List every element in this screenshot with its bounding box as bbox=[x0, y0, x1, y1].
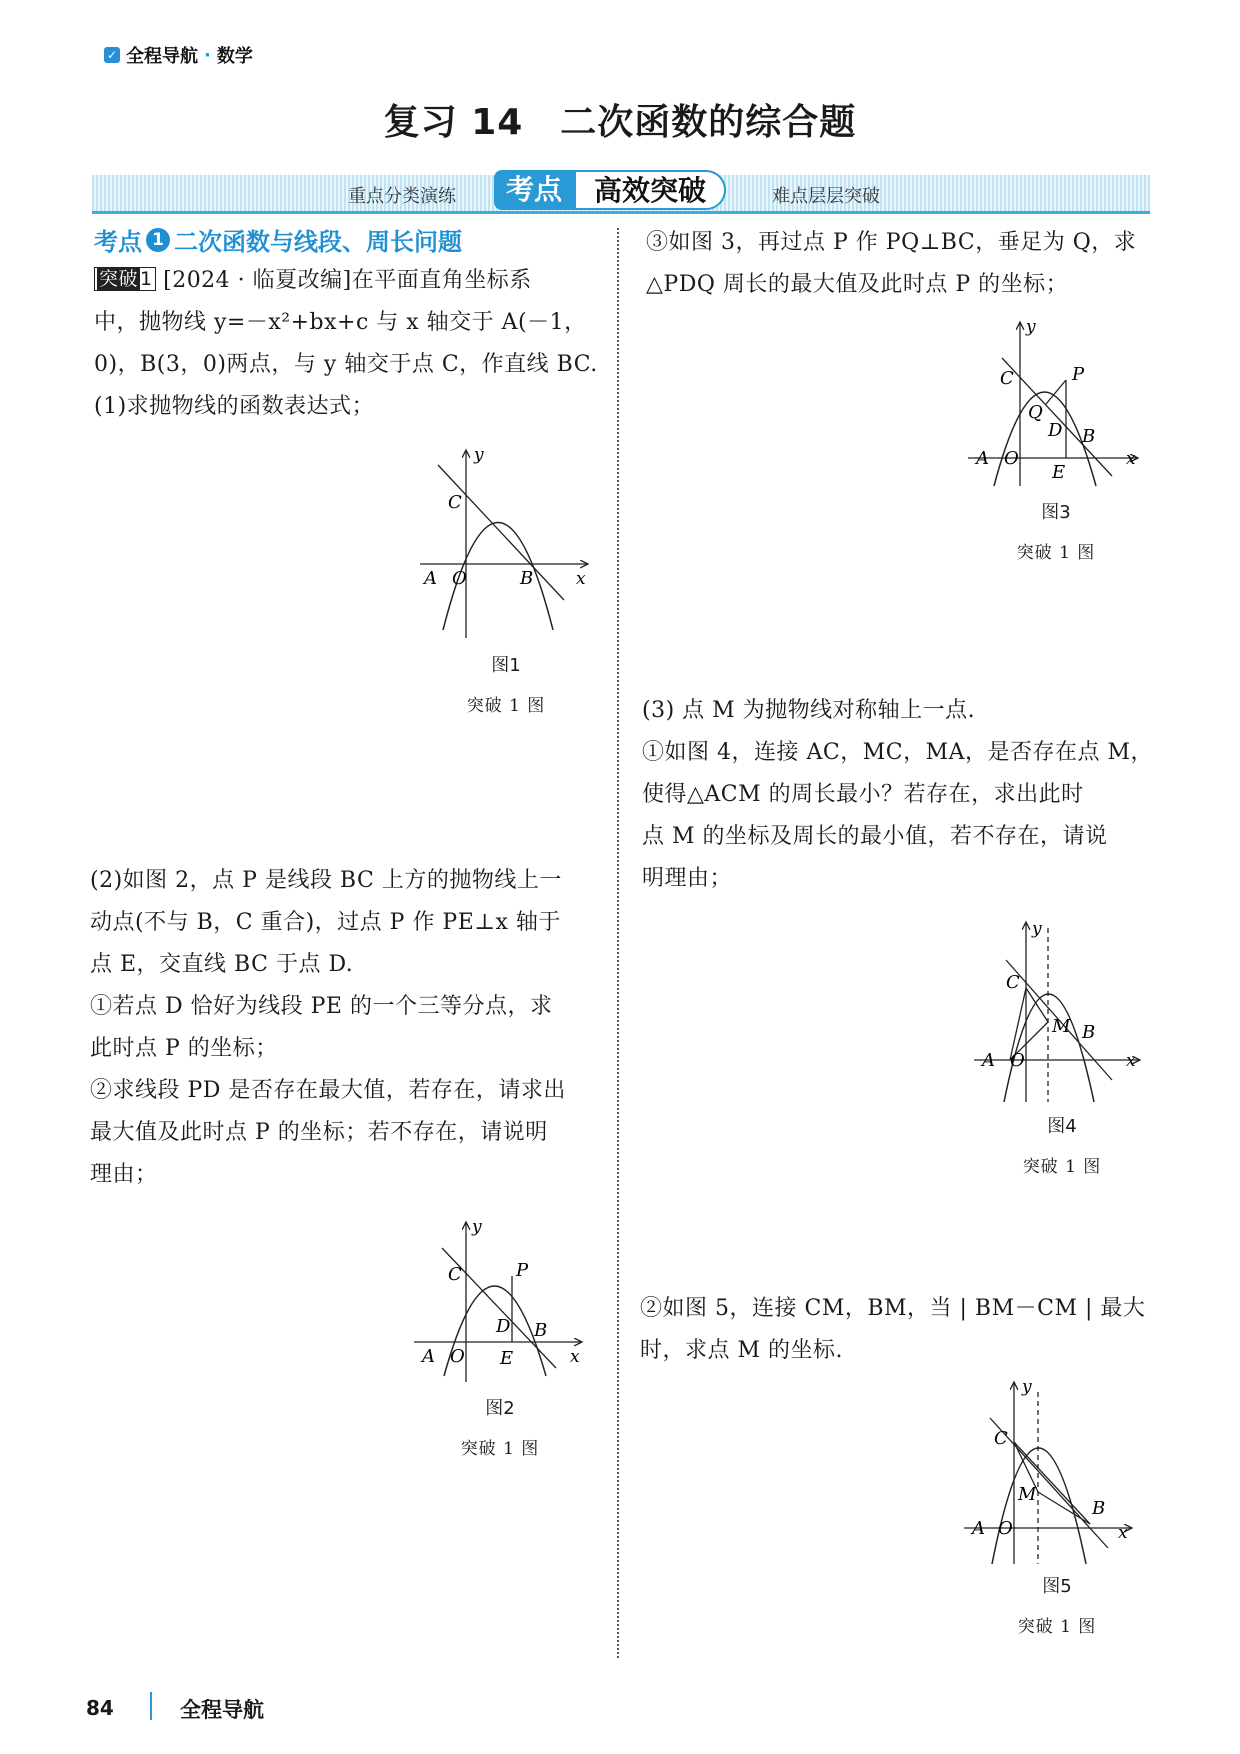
figure-4 bbox=[972, 918, 1152, 1177]
fig4-label-x: x bbox=[1126, 1051, 1136, 1071]
fig2-label-b: B bbox=[534, 1320, 548, 1341]
fig5-label-c: C bbox=[994, 1428, 1008, 1449]
q2c-line-1: ③如图 3，再过点 P 作 PQ⊥BC，垂足为 Q，求 bbox=[646, 230, 1137, 255]
fig2-label-e: E bbox=[500, 1348, 514, 1369]
problem-tag: 突破 1 bbox=[94, 267, 156, 291]
fig5-label-x: x bbox=[1118, 1523, 1128, 1543]
fig4-label-a: A bbox=[982, 1050, 995, 1071]
figure-5-graph bbox=[962, 1378, 1152, 1566]
footer-divider bbox=[150, 1692, 152, 1720]
q3-line: (3) 点 M 为抛物线对称轴上一点. bbox=[642, 698, 976, 723]
q2a-line-2: 此时点 P 的坐标； bbox=[90, 1036, 278, 1061]
section-number: 1 bbox=[146, 228, 170, 252]
q3b-line-1: ②如图 5，连接 CM，BM，当 | BM－CM | 最大 bbox=[640, 1296, 1146, 1321]
q2b-line-1: ②求线段 PD 是否存在最大值，若存在，请求出 bbox=[90, 1078, 566, 1103]
figure-1-label: 图1 bbox=[491, 655, 521, 676]
check-icon: ✓ bbox=[104, 47, 120, 63]
banner-right-text: 难点层层突破 bbox=[772, 186, 880, 207]
fig2-label-p: P bbox=[516, 1260, 529, 1281]
footer-brand: 全程导航 bbox=[180, 1698, 264, 1722]
fig5-label-o: O bbox=[998, 1518, 1013, 1539]
fig3-label-x: x bbox=[1126, 449, 1136, 469]
figure-2-label: 图2 bbox=[485, 1398, 515, 1419]
fig1-label-x: x bbox=[576, 569, 586, 589]
q3a-line-1: ①如图 4，连接 AC，MC，MA，是否存在点 M， bbox=[642, 740, 1153, 765]
fig3-label-a: A bbox=[976, 448, 989, 469]
q3b-line-2: 时，求点 M 的坐标. bbox=[640, 1338, 844, 1363]
problem-intro bbox=[94, 260, 604, 428]
figure-5 bbox=[962, 1378, 1152, 1637]
page-title: 复习 14 二次函数的综合题 bbox=[383, 102, 857, 143]
q2b-line-3: 理由； bbox=[90, 1162, 158, 1187]
fig3-label-p: P bbox=[1072, 364, 1085, 385]
fig3-label-y: y bbox=[1026, 318, 1036, 337]
fig3-label-c: C bbox=[1000, 368, 1014, 389]
figure-3-graph bbox=[966, 318, 1146, 490]
figure-3-label: 图3 bbox=[1041, 502, 1071, 523]
fig3-label-q: Q bbox=[1028, 402, 1043, 423]
fig2-label-c: C bbox=[448, 1264, 462, 1285]
fig2-label-y: y bbox=[472, 1218, 482, 1237]
fig3-label-e: E bbox=[1052, 462, 1066, 483]
fig3-label-d: D bbox=[1048, 420, 1063, 441]
fig5-label-y: y bbox=[1022, 1378, 1032, 1397]
q2-line-3: 点 E，交直线 BC 于点 D. bbox=[90, 952, 354, 977]
fig1-label-y: y bbox=[474, 445, 484, 465]
q3a-line-4: 明理由； bbox=[642, 866, 733, 891]
header-brand bbox=[104, 42, 253, 68]
figure-2-caption: 突破 1 图 bbox=[460, 1439, 540, 1459]
question-1: (1)求抛物线的函数表达式； bbox=[94, 394, 375, 419]
figure-1-graph bbox=[416, 440, 596, 645]
figure-4-graph bbox=[972, 918, 1152, 1106]
fig4-label-b: B bbox=[1082, 1022, 1096, 1043]
figure-3 bbox=[966, 318, 1146, 563]
fig5-label-a: A bbox=[972, 1518, 985, 1539]
q2-line-1: (2)如图 2，点 P 是线段 BC 上方的抛物线上一 bbox=[90, 868, 562, 893]
figure-4-caption: 突破 1 图 bbox=[1022, 1157, 1102, 1177]
fig1-label-o: O bbox=[452, 568, 467, 589]
brand-subject: 数学 bbox=[216, 46, 253, 67]
figure-4-label: 图4 bbox=[1047, 1116, 1077, 1137]
fig2-label-a: A bbox=[422, 1346, 435, 1367]
figure-2-graph bbox=[410, 1218, 590, 1386]
banner-badge bbox=[494, 170, 726, 210]
fig1-label-b: B bbox=[520, 568, 534, 589]
figure-2 bbox=[410, 1218, 590, 1459]
figure-3-caption: 突破 1 图 bbox=[1016, 543, 1096, 563]
q2-line-2: 动点(不与 B，C 重合)，过点 P 作 PE⊥x 轴于 bbox=[90, 910, 561, 935]
fig2-label-x: x bbox=[570, 1347, 580, 1367]
intro-line-1: [2024 · 临夏改编]在平面直角坐标系 bbox=[163, 268, 532, 293]
badge-part-1: 考点 bbox=[494, 170, 574, 210]
badge-part-2: 高效突破 bbox=[574, 170, 726, 210]
figure-5-label: 图5 bbox=[1042, 1576, 1072, 1597]
q3a-line-2: 使得△ACM 的周长最小？若存在，求出此时 bbox=[642, 782, 1084, 807]
column-divider bbox=[617, 228, 619, 1658]
fig4-label-y: y bbox=[1032, 919, 1042, 939]
q3a-line-3: 点 M 的坐标及周长的最小值，若不存在，请说 bbox=[642, 824, 1108, 849]
figure-5-caption: 突破 1 图 bbox=[1017, 1617, 1097, 1637]
section-title: 二次函数与线段、周长问题 bbox=[174, 228, 462, 256]
fig3-label-o: O bbox=[1004, 448, 1019, 469]
page-number: 84 bbox=[86, 1696, 114, 1720]
fig5-label-m: M bbox=[1018, 1484, 1037, 1505]
q2c-line-2: △PDQ 周长的最大值及此时点 P 的坐标； bbox=[646, 272, 1069, 297]
fig1-label-c: C bbox=[448, 492, 462, 513]
section-heading bbox=[94, 222, 462, 257]
q2b-line-2: 最大值及此时点 P 的坐标；若不存在，请说明 bbox=[90, 1120, 548, 1145]
fig2-label-o: O bbox=[450, 1346, 465, 1367]
question-3-block bbox=[642, 690, 1162, 900]
question-3b-block bbox=[640, 1288, 1160, 1372]
fig1-label-a: A bbox=[424, 568, 437, 589]
intro-line-3: 0)，B(3，0)两点，与 y 轴交于点 C，作直线 BC. bbox=[94, 352, 598, 377]
intro-line-2: 中，抛物线 y=－x²+bx+c 与 x 轴交于 A(－1， bbox=[94, 310, 587, 335]
fig5-label-b: B bbox=[1092, 1498, 1106, 1519]
fig4-label-c: C bbox=[1006, 972, 1020, 993]
fig4-label-m: M bbox=[1052, 1016, 1071, 1037]
figure-1 bbox=[416, 440, 596, 716]
banner-left-text: 重点分类演练 bbox=[348, 186, 456, 207]
fig4-label-o: O bbox=[1010, 1050, 1025, 1071]
q2a-line-1: ①若点 D 恰好为线段 PE 的一个三等分点，求 bbox=[90, 994, 553, 1019]
section-prefix: 考点 bbox=[94, 228, 142, 256]
question-2-block bbox=[90, 860, 610, 1196]
brand-dot: · bbox=[204, 44, 211, 66]
question-2c-block bbox=[646, 222, 1156, 306]
brand-name: 全程导航 bbox=[126, 46, 198, 67]
fig3-label-b: B bbox=[1082, 426, 1096, 447]
figure-1-caption: 突破 1 图 bbox=[466, 696, 546, 716]
fig2-label-d: D bbox=[496, 1316, 511, 1337]
